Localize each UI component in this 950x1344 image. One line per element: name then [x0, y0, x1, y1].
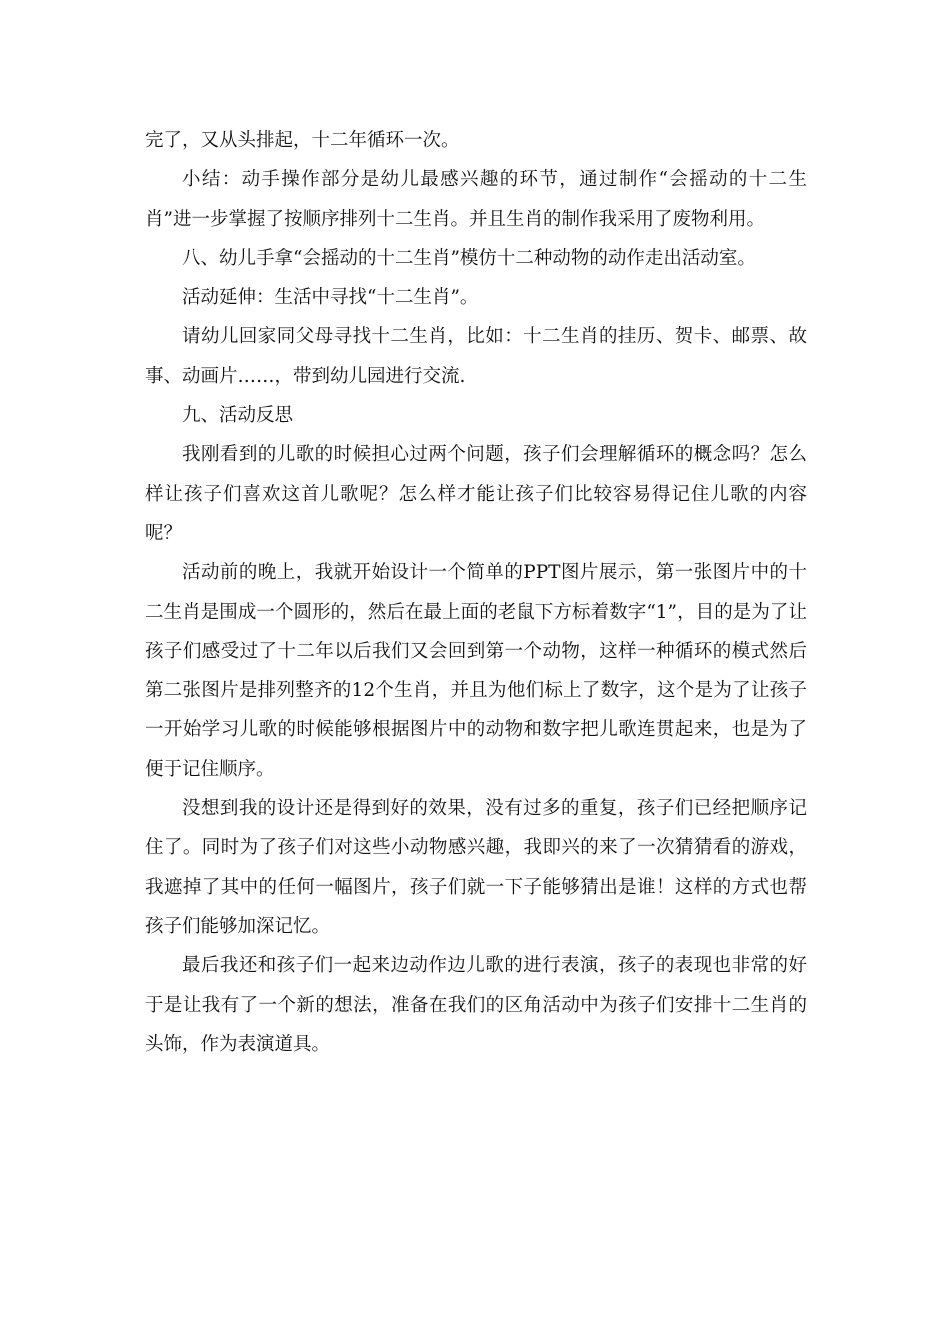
- paragraph-extension-detail: 请幼儿回家同父母寻找十二生肖，比如：十二生肖的挂历、贺卡、邮票、故事、动画片……，带到幼儿园进行交流.: [145, 326, 807, 387]
- paragraph-step-eight: 八、幼儿手拿“会摇动的十二生肖”模仿十二种动物的动作走出活动室。: [182, 247, 756, 269]
- paragraph-extension-heading: 活动延伸：生活中寻找“十二生肖”。: [182, 287, 479, 309]
- section-heading-reflection: 九、活动反思: [182, 405, 294, 427]
- document-body: [145, 121, 807, 1064]
- paragraph-reflection-performance: 最后我还和孩子们一起来边动作边儿歌的进行表演，孩子的表现也非常的好于是让我有了一个新的想法，准备在我们的区角活动中为孩子们安排十二生肖的头饰，作为表演道具。: [145, 955, 807, 1055]
- paragraph-reflection-questions: 我刚看到的儿歌的时候担心过两个问题，孩子们会理解循环的概念吗？怎么样让孩子们喜欢这首儿歌呢？怎么样才能让孩子们比较容易得记住儿歌的内容呢？: [145, 444, 807, 544]
- paragraph-reflection-effect: 没想到我的设计还是得到好的效果，没有过多的重复，孩子们已经把顺序记住了。同时为了孩子们对这些小动物感兴趣，我即兴的来了一次猜猜看的游戏，我遮掉了其中的任何一幅图片，孩子们就一下子能够猜出是谁！这样的方式也帮孩子们能够加深记忆。: [145, 798, 807, 937]
- paragraph-reflection-design: 活动前的晚上，我就开始设计一个简单的PPT图片展示，第一张图片中的十二生肖是围成一个圆形的，然后在最上面的老鼠下方标着数字“1”，目的是为了让孩子们感受过了十二年以后我们又会回到第一个动物，这样一种循环的模式然后第二张图片是排列整齐的12个生肖，并且为他们标上了数字，这个是为了让孩子一开始学习儿歌的时候能够根据图片中的动物和数字把儿歌连贯起来，也是为了便于记住顺序。: [145, 562, 807, 780]
- paragraph-continuation: 完了，又从头排起，十二年循环一次。: [145, 130, 460, 151]
- paragraph-summary: 小结：动手操作部分是幼儿最感兴趣的环节，通过制作“会摇动的十二生肖”进一步掌握了按顺序排列十二生肖。并且生肖的制作我采用了废物利用。: [145, 169, 807, 230]
